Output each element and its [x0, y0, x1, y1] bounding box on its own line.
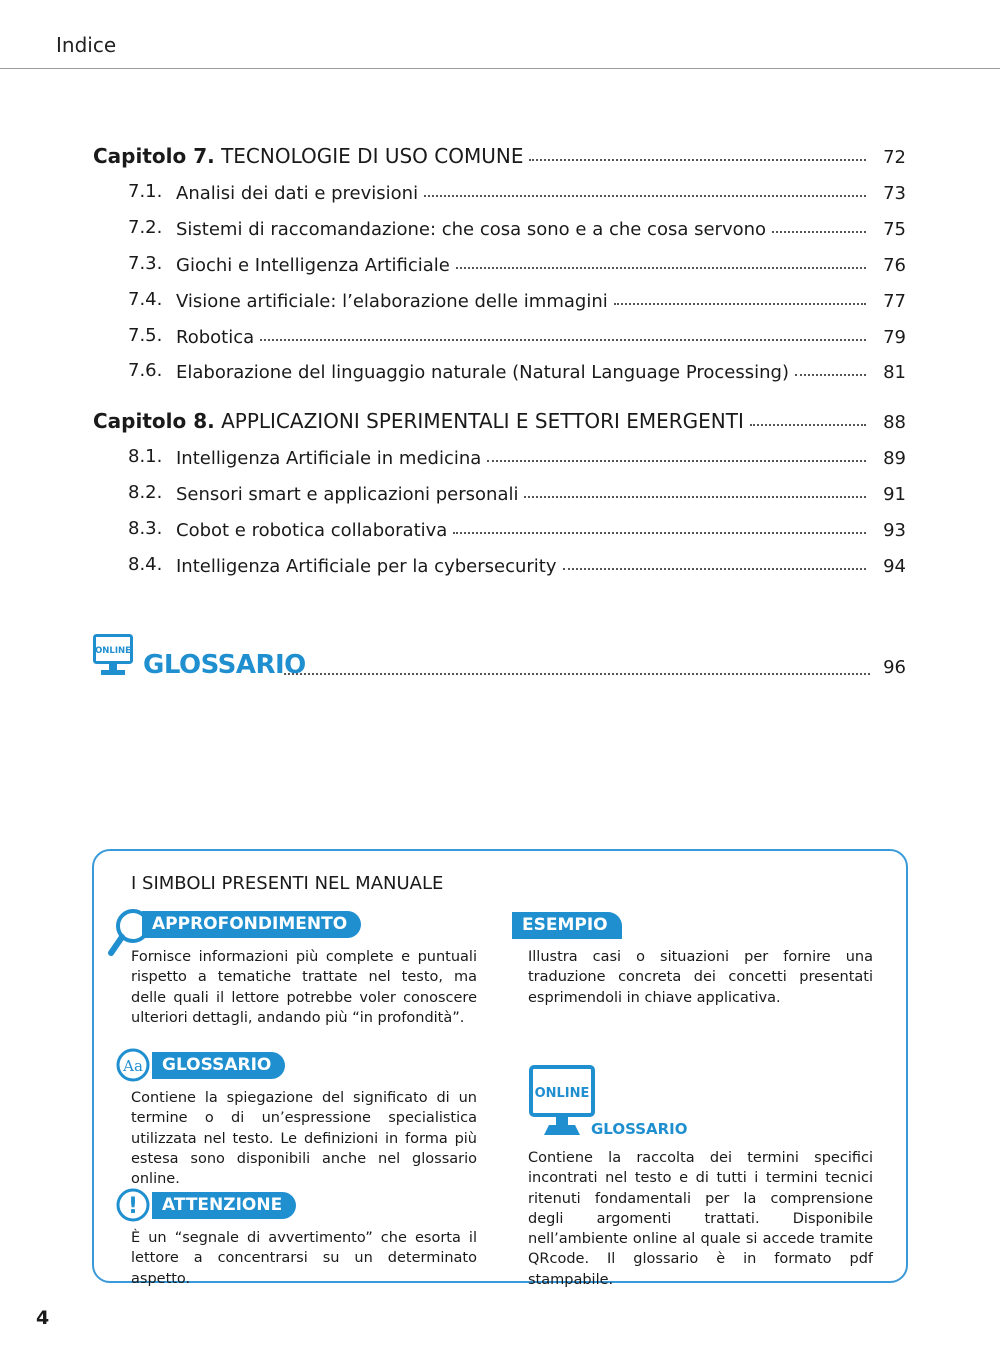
- section-number: 7.5.: [128, 325, 163, 346]
- toc-section[interactable]: [93, 477, 906, 505]
- dot-leader: [772, 231, 866, 233]
- glossary-title: GLOSSARIO: [143, 650, 306, 680]
- toc-section[interactable]: [93, 513, 906, 541]
- section-number: 7.1.: [128, 181, 163, 202]
- dot-leader: [284, 673, 870, 675]
- header-title: Indice: [56, 33, 117, 57]
- dot-leader: [456, 267, 866, 269]
- desc-approfondimento: Fornisce informazioni più complete e puntuali rispetto a tematiche trattate nel testo, ma delle quali il lettore potrebbe voler conoscere ulteriori dettagli, andando più “in profondità”.: [131, 949, 477, 1026]
- dot-leader: [424, 195, 866, 197]
- toc-glossary[interactable]: [93, 634, 906, 680]
- chapter-prefix: Capitolo 8.: [93, 409, 215, 433]
- dot-leader: [487, 460, 866, 462]
- toc-section[interactable]: [93, 320, 906, 348]
- chapter-title: TECNOLOGIE DI USO COMUNE: [221, 144, 524, 168]
- dot-leader: [563, 568, 867, 570]
- section-title: Elaborazione del linguaggio naturale (Natural Language Processing): [176, 362, 789, 383]
- section-number: 7.6.: [128, 360, 163, 381]
- section-number: 8.2.: [128, 482, 163, 503]
- toc-section[interactable]: [93, 284, 906, 312]
- section-number: 8.4.: [128, 554, 163, 575]
- page-header: [0, 0, 1000, 69]
- page-ref: 76: [883, 255, 906, 276]
- tag-attenzione: ATTENZIONE: [152, 1192, 296, 1219]
- section-title: Intelligenza Artificiale per la cybersecurity: [176, 556, 557, 577]
- tag-glossario: GLOSSARIO: [152, 1052, 285, 1079]
- section-title: Cobot e robotica collaborativa: [176, 520, 448, 541]
- dot-leader: [795, 374, 866, 376]
- warning-icon: [116, 1187, 152, 1223]
- toc-section[interactable]: [93, 176, 906, 204]
- tag-esempio: ESEMPIO: [512, 912, 622, 939]
- glossary-icon-text: Aa: [123, 1057, 143, 1075]
- dot-leader: [529, 159, 866, 161]
- toc-section[interactable]: [93, 248, 906, 276]
- toc-chapter-8[interactable]: [93, 405, 906, 433]
- toc-section[interactable]: [93, 549, 906, 577]
- toc-section[interactable]: [93, 212, 906, 240]
- section-title: Intelligenza Artificiale in medicina: [176, 448, 482, 469]
- page-ref: 93: [883, 520, 906, 541]
- section-title: Giochi e Intelligenza Artificiale: [176, 255, 450, 276]
- section-number: 7.2.: [128, 217, 163, 238]
- legend-title: I SIMBOLI PRESENTI NEL MANUALE: [131, 873, 444, 894]
- page-ref: 72: [883, 147, 906, 168]
- online-icon-label: ONLINE: [95, 646, 131, 656]
- page-ref: 96: [883, 657, 906, 678]
- section-number: 7.4.: [128, 289, 163, 310]
- dot-leader: [750, 424, 866, 426]
- section-number: 7.3.: [128, 253, 163, 274]
- warning-icon-text: !: [127, 1194, 139, 1219]
- section-number: 8.1.: [128, 446, 163, 467]
- glossary-aa-icon: [116, 1048, 154, 1082]
- page-ref: 88: [883, 412, 906, 433]
- page-ref: 75: [883, 219, 906, 240]
- section-title: Sistemi di raccomandazione: che cosa sono e a che cosa servono: [176, 219, 767, 240]
- toc-section[interactable]: [93, 441, 906, 469]
- chapter-title: APPLICAZIONI SPERIMENTALI E SETTORI EMERGENTI: [221, 409, 744, 433]
- page-ref: 81: [883, 362, 906, 383]
- tag-approfondimento: APPROFONDIMENTO: [142, 911, 361, 938]
- toc-chapter-7[interactable]: [93, 140, 906, 168]
- section-title: Sensori smart e applicazioni personali: [176, 484, 519, 505]
- online-icon-label: ONLINE: [534, 1086, 590, 1101]
- page-ref: 91: [883, 484, 906, 505]
- page-ref: 89: [883, 448, 906, 469]
- page-ref: 73: [883, 183, 906, 204]
- desc-glossario: Contiene la spiegazione del significato di un termine o di un’espressione specialistica utilizzata nel testo. Le definizioni in forma più estesa sono disponibili anche nel glossario online.: [131, 1090, 477, 1188]
- dot-leader: [614, 303, 866, 305]
- symbols-legend: [92, 849, 908, 1288]
- dot-leader: [453, 532, 866, 534]
- page-ref: 79: [883, 327, 906, 348]
- desc-esempio: Illustra casi o situazioni per fornire una traduzione concreta dei concetti presentati esprimendoli in chiave applicativa.: [528, 949, 873, 1006]
- section-title: Robotica: [176, 327, 255, 348]
- page-number: 4: [36, 1307, 50, 1329]
- section-title: Analisi dei dati e previsioni: [176, 183, 419, 204]
- page-ref: 77: [883, 291, 906, 312]
- chapter-prefix: Capitolo 7.: [93, 144, 215, 168]
- desc-attenzione: È un “segnale di avvertimento” che esorta il lettore a concentrarsi su un determinato aspetto.: [131, 1230, 477, 1287]
- desc-online: Contiene la raccolta dei termini specifici incontrati nel testo e di tutti i termini tecnici ritenuti fondamentali per la comprensione degli argomenti trattati. Disponibile nell’ambiente online al quale si accede tramite QRcode. Il glossario è in formato pdf stampabile.: [528, 1150, 873, 1288]
- section-number: 8.3.: [128, 518, 163, 539]
- toc-section[interactable]: [93, 355, 906, 383]
- page-ref: 94: [883, 556, 906, 577]
- online-glossario-label: GLOSSARIO: [591, 1120, 688, 1138]
- online-monitor-icon: [93, 634, 133, 678]
- section-title: Visione artificiale: l’elaborazione delle immagini: [176, 291, 608, 312]
- online-monitor-icon: [529, 1065, 597, 1139]
- dot-leader: [524, 496, 866, 498]
- dot-leader: [260, 339, 866, 341]
